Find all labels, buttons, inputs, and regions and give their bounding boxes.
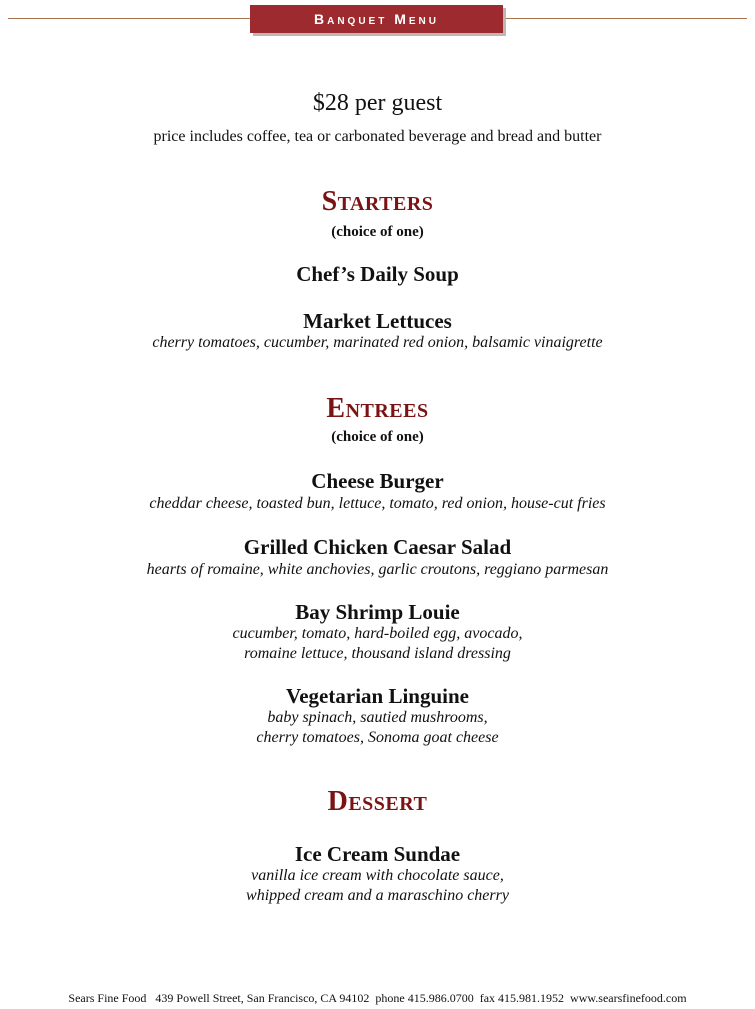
price-note: price includes coffee, tea or carbonated beverage and bread and butter	[153, 128, 602, 145]
footer-contact	[0, 991, 755, 1006]
price-per-guest: $28 per guest	[312, 90, 443, 116]
menu-item-name: Chef’s Daily Soup	[296, 262, 459, 286]
menu-item-description: cherry tomatoes, Sonoma goat cheese	[256, 729, 499, 746]
section-title-starters: Starters	[321, 186, 434, 217]
banner-title: Banquet Menu	[250, 5, 503, 33]
section-title-entrees: Entrees	[326, 393, 429, 424]
section-title-dessert: Dessert	[327, 786, 428, 817]
menu-item-description: whipped cream and a maraschino cherry	[246, 887, 509, 904]
menu-item-name: Bay Shrimp Louie	[295, 600, 460, 624]
menu-item-description: cucumber, tomato, hard-boiled egg, avocado,	[232, 625, 523, 642]
menu-item-description: cherry tomatoes, cucumber, marinated red onion, balsamic vinaigrette	[152, 334, 603, 351]
starters-choice-note: (choice of one)	[331, 224, 424, 240]
menu-item-name: Vegetarian Linguine	[286, 684, 469, 708]
header-rule-left	[8, 18, 251, 19]
menu-item-description: baby spinach, sautied mushrooms,	[267, 709, 488, 726]
menu-item-description: romaine lettuce, thousand island dressing	[244, 645, 511, 662]
header-rule-right	[503, 18, 747, 19]
menu-item-description: hearts of romaine, white anchovies, garlic croutons, reggiano parmesan	[146, 561, 609, 578]
menu-item-name: Cheese Burger	[311, 469, 444, 493]
menu-item-name: Grilled Chicken Caesar Salad	[243, 535, 512, 559]
entrees-choice-note: (choice of one)	[331, 429, 424, 445]
menu-item-name: Market Lettuces	[303, 309, 452, 333]
footer-text: Sears Fine Food 439 Powell Street, San Francisco, CA 94102 phone 415.986.0700 fax 415.981.1952 www.searsfinefood.com	[68, 991, 687, 1005]
menu-item-description: vanilla ice cream with chocolate sauce,	[251, 867, 504, 884]
menu-item-description: cheddar cheese, toasted bun, lettuce, tomato, red onion, house-cut fries	[149, 495, 606, 512]
menu-item-name: Ice Cream Sundae	[294, 842, 461, 866]
